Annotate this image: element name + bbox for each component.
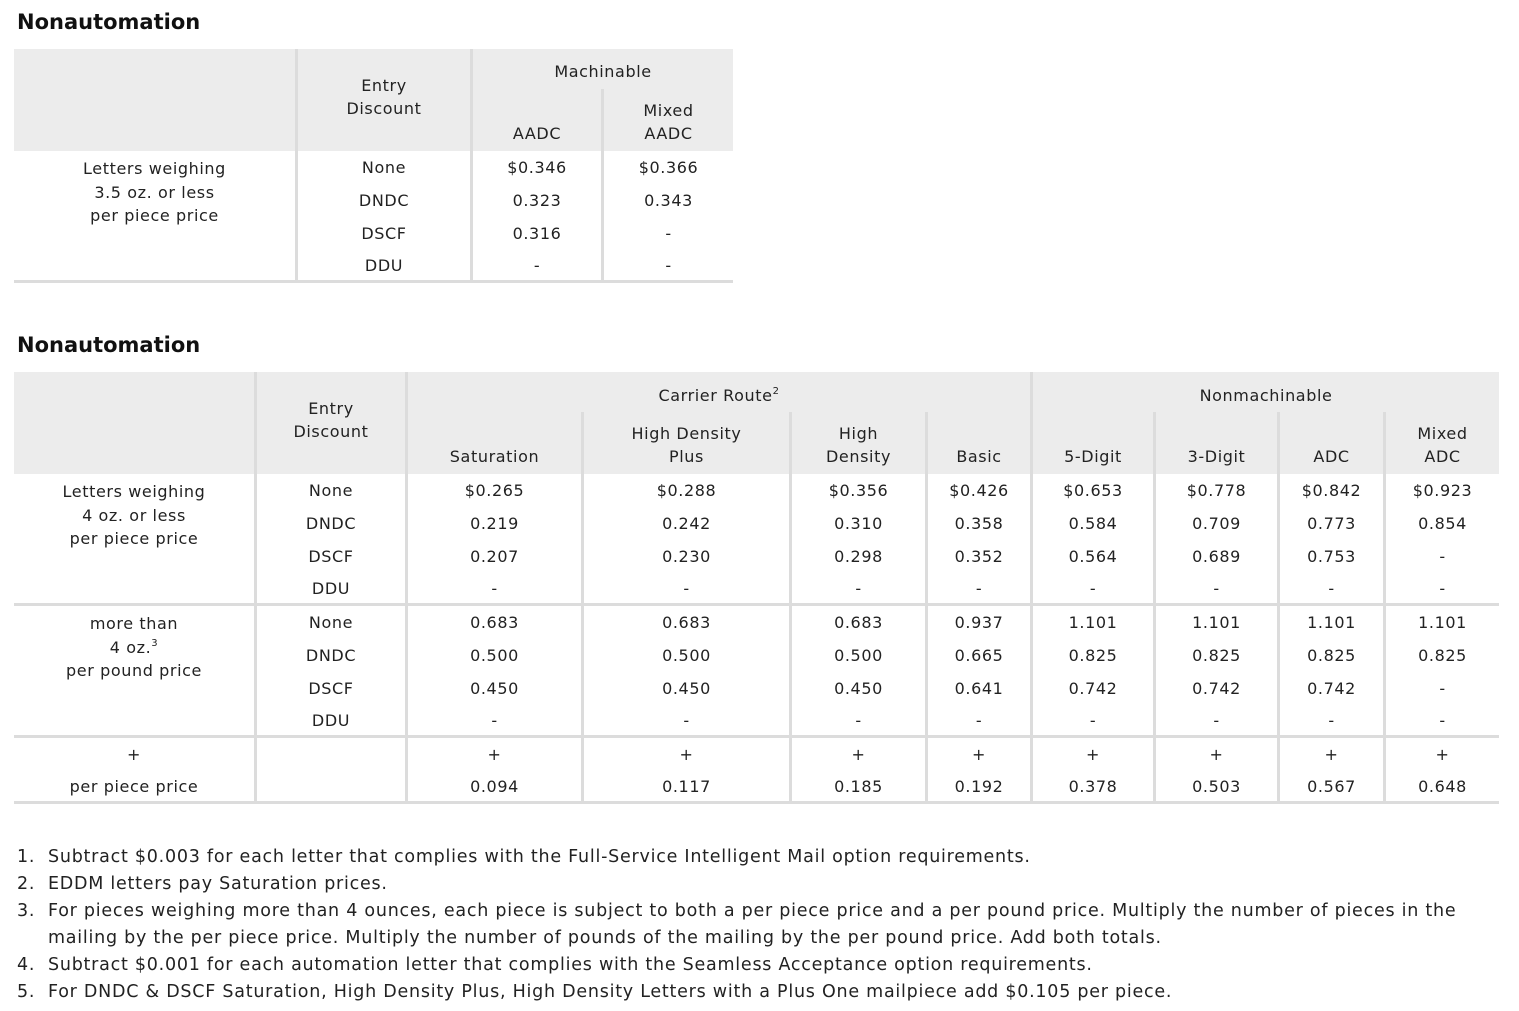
- price-cell: $0.923: [1383, 474, 1499, 507]
- price-cell: -: [789, 573, 925, 606]
- price-cell: -: [405, 705, 581, 738]
- price-cell: 0.683: [581, 606, 789, 639]
- price-cell: 0.641: [925, 672, 1030, 705]
- price-cell: -: [1030, 705, 1153, 738]
- price-cell: -: [1383, 672, 1499, 705]
- entry-discount-cell: None: [295, 151, 470, 184]
- footnote-ref: 3: [151, 637, 159, 649]
- price-cell: 0.773: [1277, 507, 1383, 540]
- price-cell: 0.564: [1030, 540, 1153, 573]
- entry-discount-cell: DSCF: [254, 540, 405, 573]
- table1-machinable-rates: [14, 49, 733, 283]
- price-cell: -: [789, 705, 925, 738]
- footnote-text: Subtract $0.001 for each automation letter that complies with the Seamless Acceptance option requirements.: [48, 955, 1093, 975]
- price-cell: 0.689: [1153, 540, 1277, 573]
- table2-entry-discount-header: Entry Discount: [254, 372, 405, 474]
- table2-title: Nonautomation: [17, 333, 201, 357]
- price-cell: 0.316: [470, 217, 601, 250]
- entry-discount-cell: None: [254, 474, 405, 507]
- section2-row-label: more than 4 oz.$^3$ per pound price: [14, 606, 254, 738]
- entry-discount-cell: DNDC: [295, 184, 470, 217]
- price-cell: 0.584: [1030, 507, 1153, 540]
- price-cell: 0.450: [405, 672, 581, 705]
- entry-discount-cell: DDU: [295, 250, 470, 283]
- plus-cell: +: [1383, 738, 1499, 771]
- plus-cell: +: [405, 738, 581, 771]
- footnote-item: [17, 952, 1497, 979]
- price-cell: -: [405, 573, 581, 606]
- price-cell: 0.207: [405, 540, 581, 573]
- section1-row-label: Letters weighing 4 oz. or less per piece price: [14, 474, 254, 606]
- table-row: [14, 474, 1499, 507]
- price-cell: 0.117: [581, 771, 789, 804]
- price-cell: 0.937: [925, 606, 1030, 639]
- plus-cell: +: [1153, 738, 1277, 771]
- footnote-number: 1.: [17, 847, 36, 867]
- price-cell: 0.500: [789, 639, 925, 672]
- price-cell: 0.665: [925, 639, 1030, 672]
- price-cell: $0.653: [1030, 474, 1153, 507]
- footnote-text: For DNDC & DSCF Saturation, High Density Plus, High Density Letters with a Plus One mailpiece add $0.105 per piece.: [48, 982, 1173, 1002]
- price-cell: 0.323: [470, 184, 601, 217]
- price-cell: 0.352: [925, 540, 1030, 573]
- price-cell: 0.343: [601, 184, 733, 217]
- price-cell: 0.742: [1277, 672, 1383, 705]
- table-row: [14, 606, 1499, 639]
- price-cell: -: [601, 217, 733, 250]
- price-cell: 0.753: [1277, 540, 1383, 573]
- plus-label: +: [126, 745, 141, 764]
- price-cell: 0.825: [1277, 639, 1383, 672]
- table-row: [14, 738, 1499, 771]
- price-cell: -: [1030, 573, 1153, 606]
- footnote-item: [17, 898, 1497, 952]
- table1-title: Nonautomation: [17, 10, 201, 34]
- price-cell: 0.683: [405, 606, 581, 639]
- price-cell: $0.265: [405, 474, 581, 507]
- price-cell: 0.567: [1277, 771, 1383, 804]
- price-cell: 0.230: [581, 540, 789, 573]
- price-cell: 1.101: [1030, 606, 1153, 639]
- col-header-saturation: Saturation: [405, 412, 581, 474]
- price-cell: 0.450: [789, 672, 925, 705]
- entry-discount-cell: None: [254, 606, 405, 639]
- col-header-5-digit: 5-Digit: [1030, 412, 1153, 474]
- table2-corner: [14, 372, 254, 474]
- price-cell: -: [1277, 573, 1383, 606]
- price-cell: -: [470, 250, 601, 283]
- price-cell: 0.854: [1383, 507, 1499, 540]
- table1-col-aadc: AADC: [470, 89, 601, 151]
- entry-discount-cell: DDU: [254, 705, 405, 738]
- footnotes-list: [17, 844, 1497, 1006]
- price-cell: $0.426: [925, 474, 1030, 507]
- price-cell: 0.192: [925, 771, 1030, 804]
- table1-row-label: Letters weighing 3.5 oz. or less per piece price: [14, 151, 295, 283]
- price-cell: -: [925, 705, 1030, 738]
- price-cell: $0.842: [1277, 474, 1383, 507]
- price-cell: $0.366: [601, 151, 733, 184]
- price-cell: -: [581, 705, 789, 738]
- price-cell: 0.094: [405, 771, 581, 804]
- entry-discount-cell: DNDC: [254, 639, 405, 672]
- col-header-high-density-plus: High Density Plus: [581, 412, 789, 474]
- footnote-number: 4.: [17, 955, 36, 975]
- entry-discount-cell: [254, 738, 405, 771]
- price-cell: 0.500: [405, 639, 581, 672]
- plus-cell: +: [925, 738, 1030, 771]
- col-header-high-density: High Density: [789, 412, 925, 474]
- price-cell: 0.709: [1153, 507, 1277, 540]
- plus-cell: +: [1277, 738, 1383, 771]
- price-cell: 0.648: [1383, 771, 1499, 804]
- col-header-3-digit: 3-Digit: [1153, 412, 1277, 474]
- price-cell: 0.298: [789, 540, 925, 573]
- price-cell: 0.825: [1153, 639, 1277, 672]
- entry-discount-cell: DSCF: [295, 217, 470, 250]
- price-cell: -: [581, 573, 789, 606]
- price-cell: -: [1153, 705, 1277, 738]
- price-cell: 0.185: [789, 771, 925, 804]
- entry-discount-cell: [254, 771, 405, 804]
- col-header-adc: ADC: [1277, 412, 1383, 474]
- footnote-number: 3.: [17, 901, 36, 921]
- price-cell: 0.219: [405, 507, 581, 540]
- price-cell: 1.101: [1383, 606, 1499, 639]
- col-header-basic: Basic: [925, 412, 1030, 474]
- footnote-text: EDDM letters pay Saturation prices.: [48, 874, 388, 894]
- price-cell: 0.310: [789, 507, 925, 540]
- col-header-mixed-adc: Mixed ADC: [1383, 412, 1499, 474]
- price-cell: -: [601, 250, 733, 283]
- entry-discount-cell: DSCF: [254, 672, 405, 705]
- price-cell: 0.358: [925, 507, 1030, 540]
- price-cell: 0.742: [1153, 672, 1277, 705]
- price-cell: -: [1383, 573, 1499, 606]
- plus-cell: +: [789, 738, 925, 771]
- table1-col-mixed-aadc: Mixed AADC: [601, 89, 733, 151]
- plus-cell: +: [581, 738, 789, 771]
- footnote-text: Subtract $0.003 for each letter that complies with the Full-Service Intelligent Mail option requirements.: [48, 847, 1031, 867]
- price-cell: $0.288: [581, 474, 789, 507]
- nonmachinable-group-header: Nonmachinable: [1030, 372, 1499, 412]
- price-cell: -: [1383, 540, 1499, 573]
- price-cell: 0.742: [1030, 672, 1153, 705]
- table1-corner: [14, 49, 295, 151]
- table-row: [14, 151, 733, 184]
- footnote-number: 2.: [17, 874, 36, 894]
- footnote-ref: 2: [772, 386, 780, 397]
- footnote-item: [17, 979, 1497, 1006]
- price-cell: $0.778: [1153, 474, 1277, 507]
- footnote-item: [17, 844, 1497, 871]
- price-cell: -: [1153, 573, 1277, 606]
- price-cell: 0.500: [581, 639, 789, 672]
- price-cell: $0.346: [470, 151, 601, 184]
- price-cell: 1.101: [1277, 606, 1383, 639]
- price-cell: 0.825: [1030, 639, 1153, 672]
- price-cell: 0.503: [1153, 771, 1277, 804]
- carrier-route-group-header: Carrier Route$^2$: [405, 372, 1030, 412]
- price-cell: -: [925, 573, 1030, 606]
- plus-cell: +: [1030, 738, 1153, 771]
- entry-discount-cell: DDU: [254, 573, 405, 606]
- footnote-text: For pieces weighing more than 4 ounces, each piece is subject to both a per piece price and a per pound price. Multiply the number of pieces in the mailing by the per piece price. Multiply the number of pounds of the mailing by the per pound price. Add both totals.: [48, 901, 1457, 948]
- price-cell: 0.378: [1030, 771, 1153, 804]
- price-cell: -: [1277, 705, 1383, 738]
- price-cell: 0.825: [1383, 639, 1499, 672]
- table2-nonautomation-rates: [14, 372, 1499, 804]
- per-piece-price-label: per piece price: [14, 771, 254, 804]
- entry-discount-cell: DNDC: [254, 507, 405, 540]
- table1-entry-discount-header: Entry Discount: [295, 49, 470, 151]
- table-row: [14, 771, 1499, 804]
- price-cell: 0.683: [789, 606, 925, 639]
- footnote-item: [17, 871, 1497, 898]
- price-cell: 0.242: [581, 507, 789, 540]
- price-cell: -: [1383, 705, 1499, 738]
- price-cell: $0.356: [789, 474, 925, 507]
- table1-machinable-group-header: Machinable: [470, 49, 733, 89]
- footnote-number: 5.: [17, 982, 36, 1002]
- price-cell: 0.450: [581, 672, 789, 705]
- price-cell: 1.101: [1153, 606, 1277, 639]
